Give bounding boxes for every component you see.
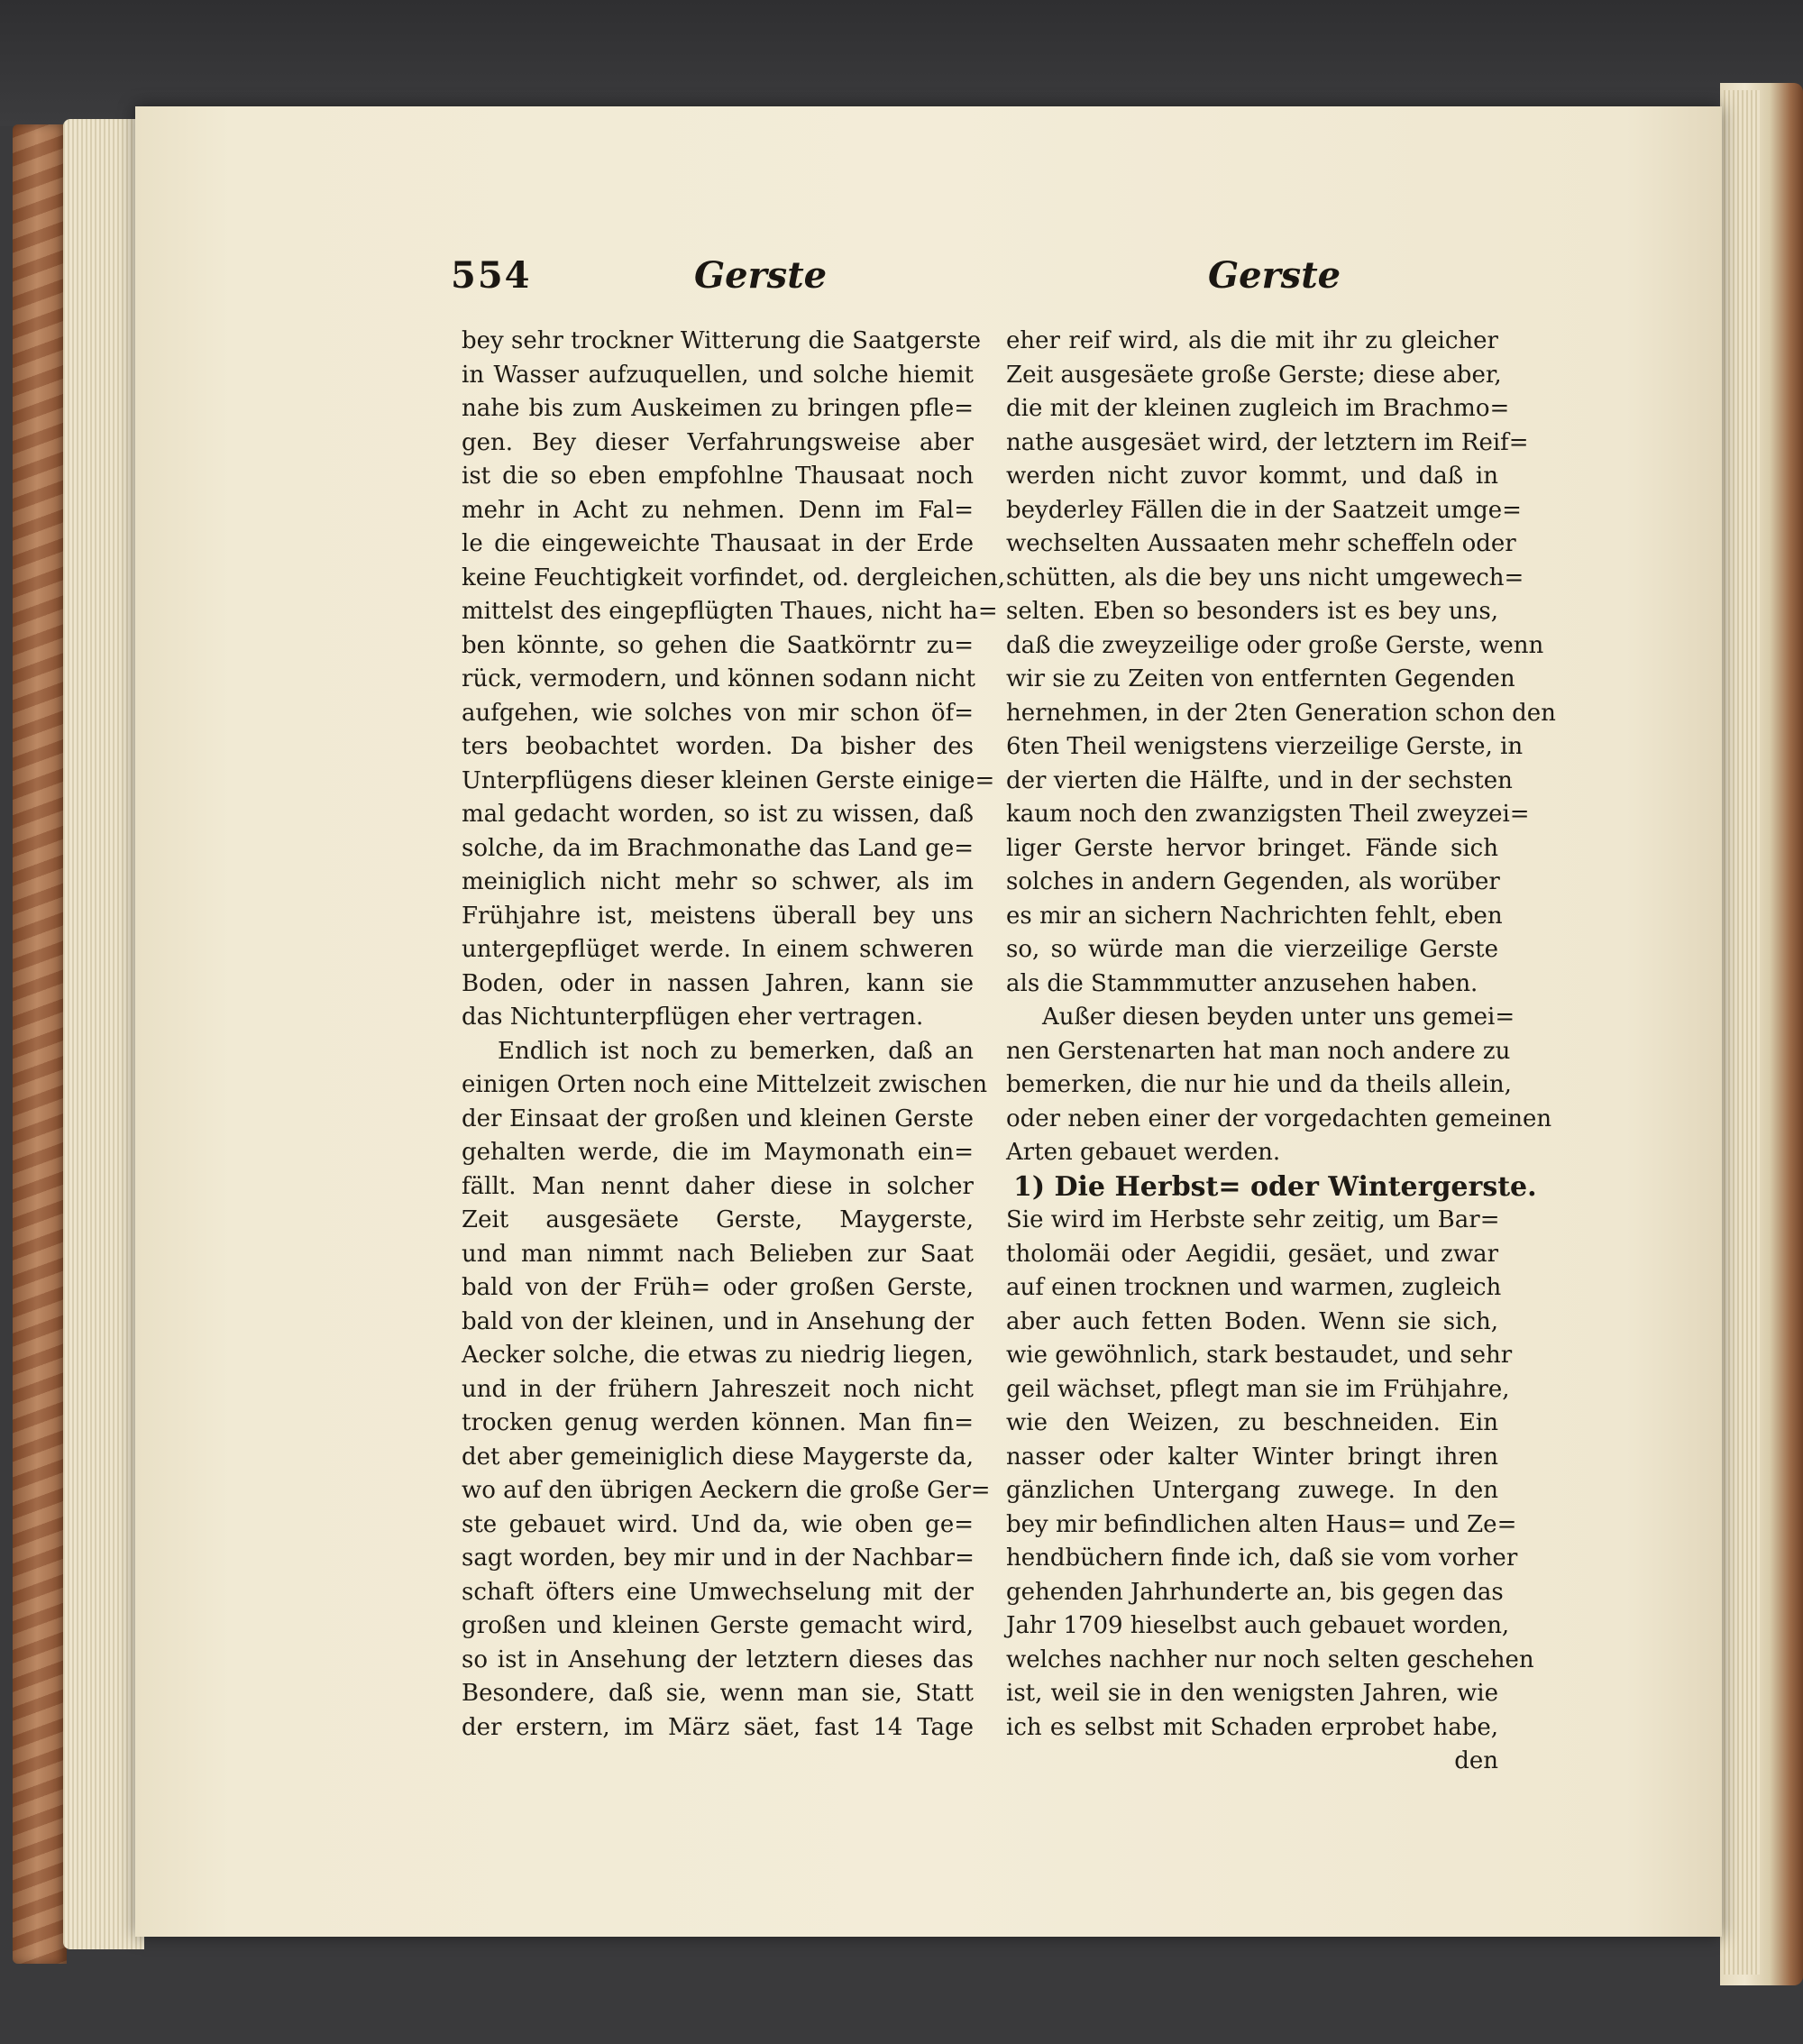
text-line: aber auch fetten Boden. Wenn sie sich, (1006, 1307, 1498, 1335)
text-line: Boden, oder in nassen Jahren, kann sie (462, 969, 974, 997)
text-line: Besondere, daß sie, wenn man sie, Statt (462, 1680, 974, 1707)
text-line: nathe ausgesäet wird, der letztern im Reif= (1006, 428, 1529, 456)
text-line: ste gebauet wird. Und da, wie oben ge= (462, 1510, 974, 1538)
text-line: nen Gerstenarten hat man noch andere zu (1006, 1037, 1511, 1065)
text-line: tholomäi oder Aegidii, gesäet, und zwar (1006, 1240, 1498, 1268)
text-line: Jahr 1709 hieselbst auch gebauet worden, (1006, 1612, 1510, 1639)
text-line: oder neben einer der vorgedachten gemeinen (1006, 1104, 1552, 1132)
text-line: in Wasser aufzuquellen, und solche hiemit (462, 361, 974, 389)
text-line: 1) Die Herbst= oder Wintergerste. (1013, 1170, 1537, 1203)
running-head-left: Gerste (694, 254, 828, 297)
text-line: fällt. Man nennt daher diese in solcher (462, 1172, 974, 1200)
text-line: solches in andern Gegenden, als worüber (1006, 868, 1500, 895)
text-line: bald von der kleinen, und in Ansehung der (462, 1307, 974, 1335)
page-edges-right (1724, 90, 1760, 1975)
text-line: Arten gebauet werden. (1006, 1139, 1281, 1166)
book-cover-left (13, 124, 67, 1964)
text-line: großen und kleinen Gerste gemacht wird, (462, 1612, 974, 1639)
text-line: liger Gerste hervor bringet. Fände sich (1006, 834, 1498, 862)
text-line: Aecker solche, die etwas zu niedrig liegen, (462, 1342, 974, 1369)
text-line: meiniglich nicht mehr so schwer, als im (462, 868, 974, 895)
text-line: hendbüchern finde ich, daß sie vom vorher (1006, 1544, 1518, 1572)
text-line: die mit der kleinen zugleich im Brachmo= (1006, 395, 1510, 422)
text-line: der erstern, im März säet, fast 14 Tage (462, 1713, 974, 1741)
text-line: den (1454, 1747, 1498, 1774)
text-line: ben könnte, so gehen die Saatkörntr zu= (462, 631, 974, 659)
text-line: daß die zweyzeilige oder große Gerste, wenn (1006, 631, 1544, 659)
text-line: eher reif wird, als die mit ihr zu gleicher (1006, 327, 1498, 354)
text-line: welches nachher nur noch selten geschehen (1006, 1645, 1534, 1673)
text-line: bey mir befindlichen alten Haus= und Ze= (1006, 1510, 1517, 1538)
text-line: gehenden Jahrhunderte an, bis gegen das (1006, 1578, 1504, 1606)
text-column-right (1006, 325, 1556, 1779)
text-line: Zeit ausgesäete große Gerste; diese aber, (1006, 361, 1502, 389)
text-line: wie gewöhnlich, stark bestaudet, und sehr (1006, 1342, 1513, 1369)
text-line: beyderley Fällen die in der Saatzeit umge= (1006, 496, 1522, 524)
text-line: det aber gemeiniglich diese Maygerste da, (462, 1443, 974, 1471)
text-line: werden nicht zuvor kommt, und daß in (1006, 463, 1498, 490)
text-line: solche, da im Brachmonathe das Land ge= (462, 834, 974, 862)
text-column-left (462, 325, 1006, 1745)
text-line: wechselten Aussaaten mehr scheffeln oder (1006, 530, 1516, 557)
text-line: wo auf den übrigen Aeckern die große Ger= (462, 1477, 991, 1504)
text-line: 6ten Theil wenigstens vierzeilige Gerste, in (1006, 733, 1524, 760)
text-line: sagt worden, bey mir und in der Nachbar= (462, 1544, 975, 1572)
text-line: gen. Bey dieser Verfahrungsweise aber (462, 428, 974, 456)
text-line: einigen Orten noch eine Mittelzeit zwischen (462, 1071, 988, 1098)
text-line: das Nichtunterpflügen eher vertragen. (462, 1004, 924, 1031)
text-line: schütten, als die bey uns nicht umgewech= (1006, 564, 1524, 591)
text-line: geil wächset, pflegt man sie im Frühjahre, (1006, 1375, 1510, 1403)
text-line: ters beobachtet worden. Da bisher des (462, 733, 974, 760)
text-line: der vierten die Hälfte, und in der sechsten (1006, 766, 1513, 794)
text-line: mal gedacht worden, so ist zu wissen, daß (462, 801, 974, 828)
text-line: wir sie zu Zeiten von entfernten Gegenden (1006, 665, 1515, 692)
text-line: nasser oder kalter Winter bringt ihren (1006, 1443, 1498, 1471)
text-line: Endlich ist noch zu bemerken, daß an (498, 1037, 974, 1065)
text-line: le die eingeweichte Thausaat in der Erde (462, 530, 974, 557)
text-line: gänzlichen Untergang zuwege. In den (1006, 1477, 1498, 1504)
text-line: mehr in Acht zu nehmen. Denn im Fal= (462, 496, 974, 524)
text-line: gehalten werde, die im Maymonath ein= (462, 1139, 974, 1166)
text-line: hernehmen, in der 2ten Generation schon den (1006, 699, 1556, 727)
text-line: wie den Weizen, zu beschneiden. Ein (1006, 1409, 1498, 1436)
text-line: und in der frühern Jahreszeit noch nicht (462, 1375, 974, 1403)
text-line: Zeit ausgesäete Gerste, Maygerste, (462, 1206, 974, 1233)
text-line: so ist in Ansehung der letztern dieses das (462, 1645, 974, 1673)
text-line: bemerken, die nur hie und da theils allein, (1006, 1071, 1512, 1098)
page-edges-left (63, 119, 144, 1949)
text-line: ich es selbst mit Schaden erprobet habe, (1006, 1713, 1498, 1741)
text-line: Frühjahre ist, meistens überall bey uns (462, 902, 974, 930)
running-head-right: Gerste (1208, 254, 1341, 297)
text-line: selten. Eben so besonders ist es bey uns, (1006, 598, 1498, 625)
text-line: und man nimmt nach Belieben zur Saat (462, 1240, 974, 1268)
text-line: ist, weil sie in den wenigsten Jahren, wie (1006, 1680, 1498, 1707)
page-header (451, 254, 1506, 308)
text-line: bey sehr trockner Witterung die Saatgerste (462, 327, 982, 354)
text-line: als die Stammmutter anzusehen haben. (1006, 969, 1478, 997)
text-line: untergepflüget werde. In einem schweren (462, 936, 974, 963)
text-line: Unterpflügens dieser kleinen Gerste einige= (462, 766, 995, 794)
text-line: ist die so eben empfohlne Thausaat noch (462, 463, 974, 490)
text-line: keine Feuchtigkeit vorfindet, od. dergleichen, (462, 564, 1006, 591)
text-line: trocken genug werden können. Man fin= (462, 1409, 974, 1436)
text-line: mittelst des eingepflügten Thaues, nicht ha= (462, 598, 998, 625)
text-line: bald von der Früh= oder großen Gerste, (462, 1274, 974, 1301)
text-line: Außer diesen beyden unter uns gemei= (1042, 1004, 1515, 1031)
text-line: rück, vermodern, und können sodann nicht (462, 665, 975, 692)
text-line: es mir an sichern Nachrichten fehlt, eben (1006, 902, 1503, 930)
text-line: kaum noch den zwanzigsten Theil zweyzei= (1006, 801, 1530, 828)
text-line: schaft öfters eine Umwechselung mit der (462, 1578, 974, 1606)
text-line: Sie wird im Herbste sehr zeitig, um Bar= (1006, 1206, 1500, 1233)
text-line: der Einsaat der großen und kleinen Gerste (462, 1104, 974, 1132)
text-line: nahe bis zum Auskeimen zu bringen pfle= (462, 395, 974, 422)
text-line: so, so würde man die vierzeilige Gerste (1006, 936, 1498, 963)
page-number: 554 (451, 254, 532, 297)
text-line: aufgehen, wie solches von mir schon öf= (462, 699, 974, 727)
text-line: auf einen trocknen und warmen, zugleich (1006, 1274, 1502, 1301)
